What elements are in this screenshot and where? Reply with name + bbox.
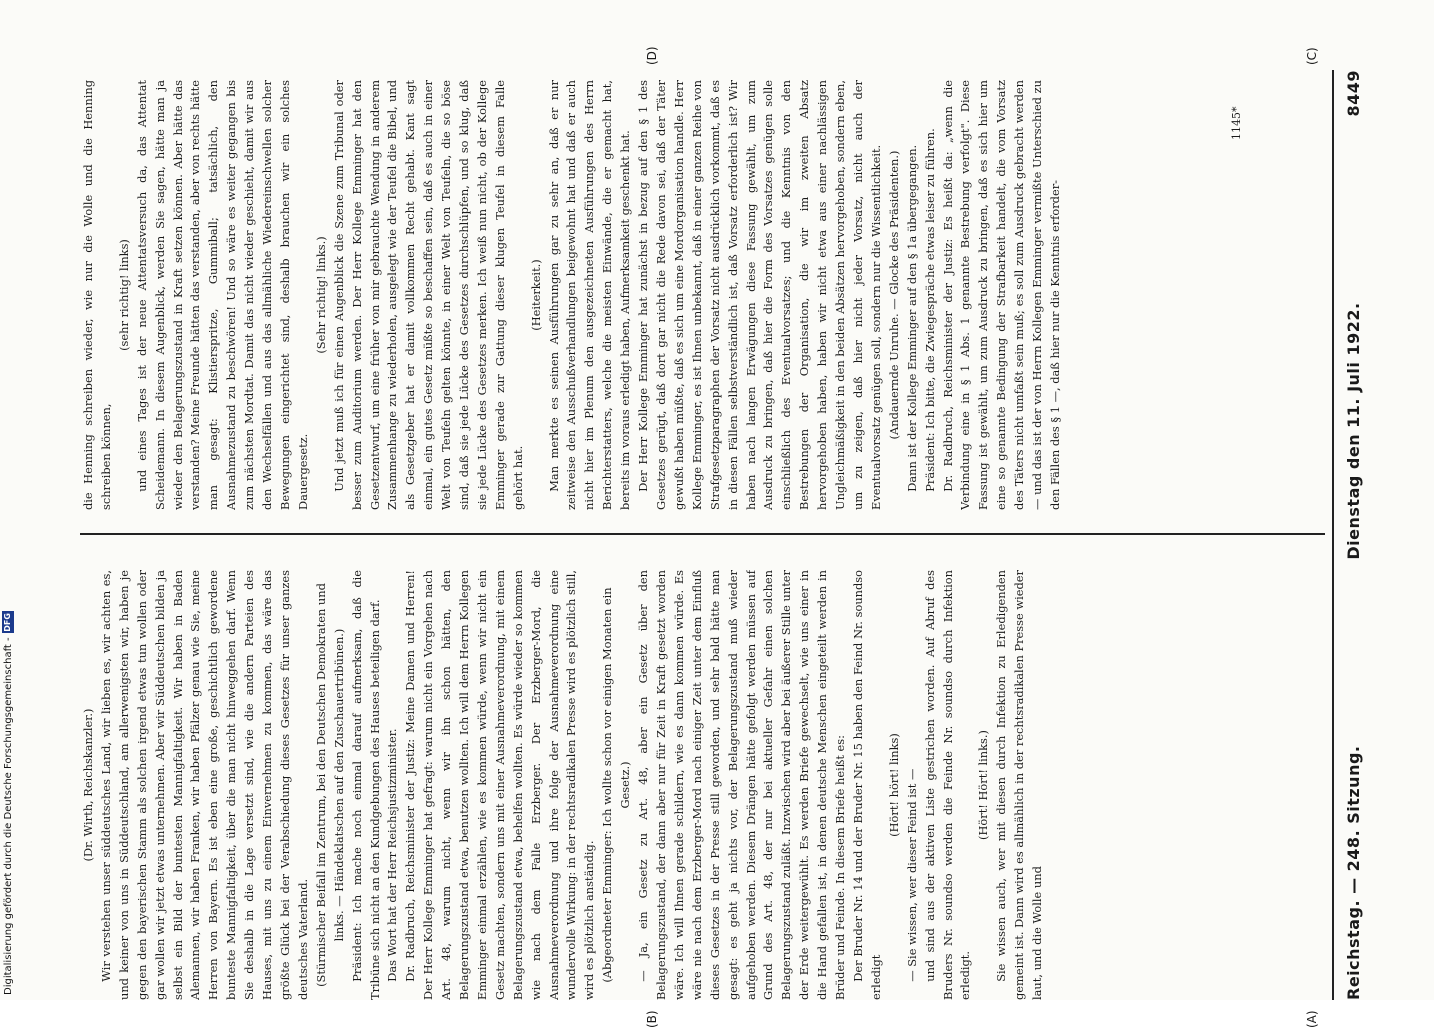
dfg-logo: DFG <box>3 613 12 632</box>
interjection: (Hört! hört! links) <box>886 733 901 837</box>
paragraph: Präsident: Ich mache noch einmal darauf aufmerksam, daß die Tribüne sich nicht an den Kundgebungen des Hauses beteiligen darf. <box>349 570 382 1000</box>
paragraph: und eines Tages ist der neue Attentatsversuch da, das Attentat Scheidemann. In diesem Augenblick, werden Sie sagen, hätte man ja wieder den Belagerungszustand in Kraft setzen können. Aber hätte das verstanden? Meine Freunde hätten das verstanden, aber von rechts hätte man gesagt: Klistierspritze, Gummiball; tatsächlich, den Ausnahmezustand zu beschwören! Und so wäre es weiter gegangen bis zum nächsten Mordtat. Damit das nicht wieder geschieht, damit wir aus den Wechselfällen und aus das allmähliche Wiedereinschwellen solcher Bewegungen eingerichtet sind, deshalb brauchen wir ein solches Dauergesetz. <box>134 80 310 510</box>
paragraph: — Sie wissen, wer dieser Feind ist — <box>904 768 919 982</box>
notice-text: Digitalisierung gefördert durch die Deutsche Forschungsgemeinschaft - <box>2 637 14 995</box>
speaker-note: (Dr. Wirth, Reichskanzler.) <box>81 708 95 862</box>
paragraph: Präsident: Ich bitte, die Zwiegespräche etwas leiser zu führen. <box>922 128 937 492</box>
running-header <box>1338 70 1368 1000</box>
header-left: Reichstag. — 248. Sitzung. <box>1343 745 1363 1000</box>
interjection: (Sehr richtig! links.) <box>313 236 328 354</box>
quote: Der Bruder Nr. 14 und der Bruder Nr. 15 haben den Feind Nr. soundso erledigt <box>850 570 883 1000</box>
digitization-notice <box>2 611 14 995</box>
paragraph: die Henning schreiben wieder, wie nur die Wolle und die Henning schreiben können, <box>81 80 113 510</box>
page-number: 8449 <box>1343 70 1363 117</box>
rotated-page-content <box>80 46 1410 1028</box>
column-divider <box>80 533 1325 535</box>
paragraph: Dr. Radbruch, Reichsminister der Justiz: Es heißt da: „wenn die Verbindung eine in § 1 Abs. 1 genannte Bestrebung verfolgt". Diese Fassung ist gewählt, um zum Ausdruck zu bringen, daß es sich hier um eine so genannte Bedingung der Strafbarkeit handelt, die vom Vorsatz des Täters nicht umfaßt sein muß; es soll zum Ausdruck gebracht werden — und das ist der von Herrn Kollegen Emminger vermißte Unterschied zu den Fällen des § 1 —, daß hier nur die Kenntnis erforder- <box>940 80 1062 510</box>
quote: und sind aus der aktiven Liste gestrichen worden. Auf Abruf des Bruders Nr. soundso werden die Feinde Nr. soundso durch Infektion erledigt. <box>922 570 973 1000</box>
margin-marker-c: (C) <box>1305 47 1319 65</box>
left-column <box>80 570 1325 1000</box>
interjection: (Heiterkeit.) <box>528 259 543 331</box>
margin-marker-a: (A) <box>1305 1010 1319 1028</box>
margin-marker-b: (B) <box>645 1010 659 1028</box>
paragraph: Sie wissen auch, wer mit diesen durch Infektion zu Erledigenden gemeint ist. Dann wird es allmählich in der rechtsradikalen Presse wieder laut, und die Wolle und <box>994 570 1045 1000</box>
paragraph: — Ja, ein Gesetz zu Art. 48, aber ein Gesetz über den Belagerungszustand, der dann aber nur für Zeit in Kraft gesetzt worden wäre. Ich will Ihnen gerade schildern, wie es dann kommen würde. Es wäre nie nach dem Erzberger-Mord nach einiger Zeit unter dem Einfluß dieses Gesetzes in der Presse still geworden, und sehr bald hätte man gesagt: es geht ja nichts vor, der Belagerungszustand muß wieder aufgehoben werden. Diesem Drängen hätte gefolgt werden müssen auf Grund des Art. 48, der nur bei aktueller Gefahr einen solchen Belagerungszustand zuläßt. Inzwischen wird aber bei äußerer Stille unter der Erde weitergewühlt. Es werden Briefe gewechselt, wie uns einer in die Hand gefallen ist, in denen deutsche Menschen eingeteilt werden in Brüder und Feinde. In diesem Briefe heißt es: <box>636 570 848 1000</box>
interjection: (Abgeordneter Emminger: Ich wollte schon vor einigen Monaten ein Gesetz.) <box>600 587 633 983</box>
paragraph: Und jetzt muß ich für einen Augenblick die Szene zum Tribunal oder besser zum Auditorium werden. Der Herr Kollege Emminger hat den Gesetzentwurf, um eine früher von mir gebrauchte Wendung in anderem Zusammenhange zu wiederholen, ausgelegt wie der Teufel die Bibel, und als Gesetzgeber hat er damit vollkommen Recht gehabt. Kant sagt einmal, ein gutes Gesetz müßte so beschaffen sein, daß es auch in einer Welt von Teufeln gelten könnte, in einer Welt von Teufeln, die so böse sind, daß sie jede Lücke des Gesetzes durchschlüpfen, und so klug, daß sie jede Lücke des Gesetzes merken. Ich weiß nun nicht, ob der Kollege Emminger gerade zur Gattung dieser klugen Teufel in diesem Falle gehört hat. <box>331 80 525 510</box>
paragraph: Dr. Radbruch, Reichsminister der Justiz: Meine Damen und Herren! Der Herr Kollege Emminger hat gefragt: warum nicht ein Vorgehen nach Art. 48, warum nicht, wenn wir ihn schon hätten, den Belagerungszustand etwa, benutzen wollten. Ich will dem Herrn Kollegen Emminger einmal erzählen, wie es kommen würde, wenn wir nicht ein Gesetz machten, sondern uns mit einer Ausnahmeverordnung, mit einem Belagerungszustand etwa, behelfen wollten. Es würde wieder so kommen wie nach dem Falle Erzberger. Der Erzberger-Mord, die Ausnahmeverordnung und ihre folge der Ausnahmeverordnung eine wundervolle Wirkung: in der rechtsradikalen Presse wird es plötzlich still, wird es plötzlich anständig. <box>403 570 597 1000</box>
interjection: (Hört! Hört! links.) <box>976 730 991 840</box>
right-column <box>80 80 1325 510</box>
paragraph: Der Herr Kollege Emminger hat zunächst in bezug auf den § 1 des Gesetzes gerügt, daß dort gar nicht die Rede davon sei, daß der Täter gewußt haben müßte, daß es sich um eine Mordorganisation handle. Herr Kollege Emminger, es ist Ihnen unbekannt, daß in einer ganzen Reihe von Strafgesetzparagraphen der Vorsatz nicht ausdrücklich vorkommt, daß es in diesen Fällen selbstverständlich ist, daß Vorsatz erforderlich ist? Wir haben nach langen Erwägungen diese Fassung gewählt, um zum Ausdruck zu bringen, daß hier die Form des Vorsatzes genügen solle einschließlich des Eventualvorsatzes; und die Kenntnis von den Bestrebungen der Organisation, die wir im zweiten Absatz hervorgehoben haben, haben wir nicht etwa aus einer nachlässigen Ungleichmäßigkeit in den beiden Absätzen hervorgehoben, sondern eben, um zu zeigen, daß hier nicht jeder Vorsatz, nicht auch der Eventualvorsatz genügen soll, sondern nur die Wissentlichkeit. <box>636 80 883 510</box>
header-date: Dienstag den 11. Juli 1922. <box>1343 302 1363 560</box>
paragraph: Das Wort hat der Herr Reichsjustizminister. <box>385 728 400 982</box>
paragraph: Man merkte es seinen Ausführungen gar zu sehr an, daß er nur zeitweise den Ausschußverhandlungen beigewohnt hat und daß er auch nicht hier im Plenum den ausgezeichneten Ausführungen des Herrn Berichterstatters, welche die meisten Einwände, die er gemacht hat, bereits im voraus erledigt haben, Aufmerksamkeit geschenkt hat. <box>546 80 633 510</box>
header-rule <box>1332 70 1334 1000</box>
interjection: (Stürmischer Beifall im Zentrum, bei den Deutschen Demokraten und links. — Händeklatschen auf den Zuschauertribünen.) <box>313 583 346 987</box>
margin-marker-d: (D) <box>645 46 659 65</box>
interjection: (sehr richtig! links) <box>116 239 131 351</box>
paragraph: Wir verstehen unser süddeutsches Land, wir lieben es, wir achten es, und keiner von uns in Süddeutschland, am allerwenigsten wir, haben je gegen den bayerischen Stamm als solchen irgend etwas tun wollen oder gar wollen wir jetzt etwas unternehmen. Aber wir Süddeutschen bilden ja selbst ein Bild der buntesten Mannigfaltigkeit. Wir haben in Baden Alemannen, wir haben Franken, wir haben Pfälzer genau wie Sie, meine Herren von Bayern. Es ist eben eine große, geschichtlich gewordene bunteste Mannigfaltigkeit, über die man nicht hinweggehen darf. Wenn Sie deshalb in die Lage versetzt sind, wie die andern Parteien des Hauses, mit uns zu einem Einvernehmen zu kommen, das wäre das größte Glück bei der Verabschiedung dieses Gesetzes für unser ganzes deutsches Vaterland. <box>98 570 310 1000</box>
sheet-number: 1145* <box>1230 106 1243 140</box>
interjection: (Andauernde Unruhe. — Glocke des Präsidenten.) <box>886 150 901 440</box>
paragraph: Dann ist der Kollege Emminger auf den § 1a übergegangen. <box>904 144 919 492</box>
